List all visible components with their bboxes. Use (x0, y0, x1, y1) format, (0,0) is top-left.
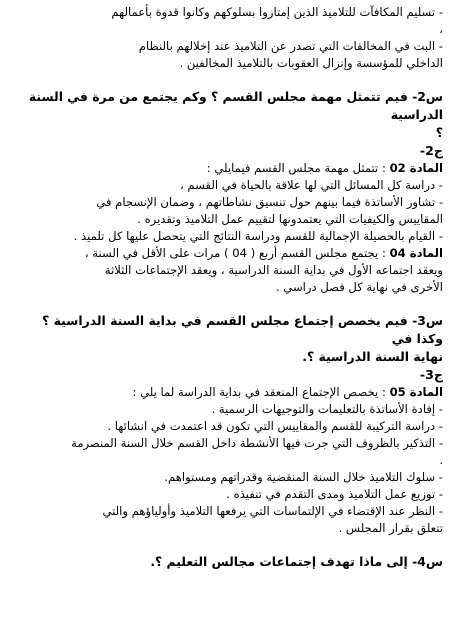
question-2-line1: س2- فيم تتمثل مهمة مجلس القسم ؟ وكم يجتمع من مرة في السنة الدراسية (28, 89, 443, 122)
answer-3-label: ج3- (419, 367, 443, 382)
article-02-title: المادة 02 (389, 161, 443, 175)
article-05-title: المادة 05 (389, 385, 443, 399)
question-3-line2: نهاية السنة الدراسية ؟. (302, 349, 443, 364)
article-02 (12, 160, 443, 177)
article-02-item-1: - دراسة كل المسائل التي لها علاقة بالحياة في القسم ، (179, 178, 443, 192)
article-02-item-2-line2: المقاييس والكيفيات التي يعتمدونها لتقييم عمل التلاميذ وتقديره . (137, 212, 443, 226)
intro-bullet-violations-line1: - البت في المخالفات التي تصدر عن التلاميذ عند إخلالهم بالنظام (138, 39, 443, 53)
article-05-item-5: - توزيع عمل التلاميذ ومدى التقدم في تنفيذه . (226, 487, 443, 501)
article-05-text: : يخصص الإجتماع المنعقد في بداية الدراسة لما يلي : (132, 385, 386, 399)
article-04-line1 (12, 245, 443, 262)
article-05-item-6-line1: - النظر عند الإقتضاء في الإلتماسات التي يرفعها التلاميذ وأولياؤهم والتي (102, 504, 443, 518)
article-04-line2: ويعقد اجتماعه الأول في بداية السنة الدراسية ، ويعقد الإجتماعات الثلاثة (104, 263, 443, 277)
article-02-text: : تتمثل مهمة مجلس القسم فيمايلي : (206, 161, 386, 175)
article-02-item-2-line1: - تشاور الأساتذة فيما بينهم حول تنسيق نشاطاتهم ، وضمان الإنسجام في (96, 195, 443, 209)
article-05-item-2: - دراسة التركيبة للقسم والمقاييس التي تكون قد اعتمدت في انشائها . (107, 419, 443, 433)
answer-2-label: ج2- (419, 143, 443, 158)
article-05-item-4: - سلوك التلاميذ خلال السنة المنقضية وقدراتهم ومستواهم. (164, 470, 443, 484)
article-04-line3: الأخرى في نهاية كل فصل دراسي . (275, 280, 443, 294)
question-3-line1: س3- فيم يخصص إجتماع مجلس القسم في بداية السنة الدراسية ؟ وكذا في (42, 313, 443, 346)
intro-bullet-violations-line2: الداخلي للمؤسسة وإنزال العقوبات بالتلاميذ المخالفين . (179, 56, 443, 70)
question-2-line2: ؟ (435, 125, 443, 140)
article-05 (12, 384, 443, 401)
article-04-title: المادة 04 (389, 246, 443, 260)
article-04-text: : يجتمع مجلس القسم أربع ( 04 ) مرات على الأقل في السنة ، (84, 246, 386, 260)
article-05-item-1: - إفادة الأساتذة بالتعليمات والتوجيهات الرسمية . (211, 402, 443, 416)
article-05-item-3-cont: . (439, 453, 443, 467)
question-4: س4- إلى ماذا تهدف إجتماعات مجالس التعليم ؟. (150, 554, 443, 569)
article-05-item-3: - التذكير بالظروف التي جرت فيها الأنشطة داخل القسم خلال السنة المنصرمة (71, 436, 443, 450)
article-05-item-6-line2: تتعلق بقرار المجلس . (338, 521, 443, 535)
article-02-item-3: - القيام بالحصيلة الإجمالية للقسم ودراسة النتائج التي يتحصل عليها كل تلميذ . (73, 229, 443, 243)
intro-bullet-rewards: - تسليم المكافآت للتلاميذ الذين إمتازوا بسلوكهم وكانوا قدوة بأعمالهم (111, 5, 443, 19)
intro-bullet-rewards-cont: ، (439, 22, 443, 36)
